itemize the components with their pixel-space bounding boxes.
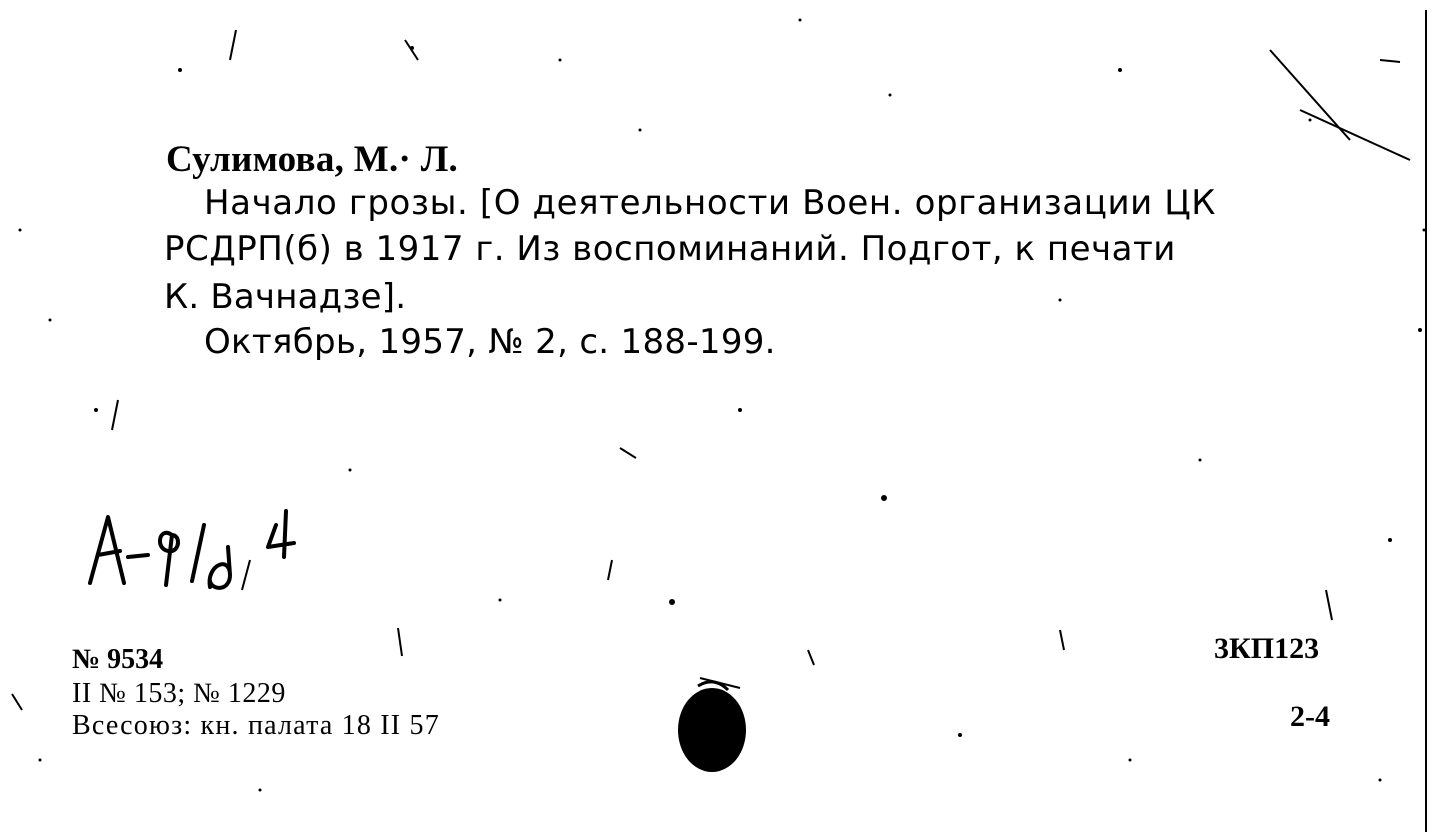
- card-source-line: Октябрь, 1957, № 2, с. 188-199.: [204, 322, 776, 362]
- subclass-code: 2-4: [1290, 700, 1330, 733]
- card-author: Сулимова, М.· Л.: [166, 139, 459, 180]
- card-number: № 9534: [72, 644, 164, 675]
- handwritten-shelfmark: [80, 495, 340, 605]
- book-chamber-stamp: Всесоюз: кн. палата 18 II 57: [72, 710, 440, 741]
- card-title-line-3: К. Вачнадзе].: [164, 277, 407, 317]
- secondary-numbers: II № 153; № 1229: [72, 678, 286, 709]
- card-title-line-1: Начало грозы. [О деятельности Воен. организации ЦК: [204, 183, 1216, 223]
- classification-code: 3КП123: [1214, 632, 1320, 665]
- card-title-line-2: РСДРП(б) в 1917 г. Из воспоминаний. Подгот, к печати: [164, 229, 1176, 269]
- punch-hole: [668, 672, 758, 782]
